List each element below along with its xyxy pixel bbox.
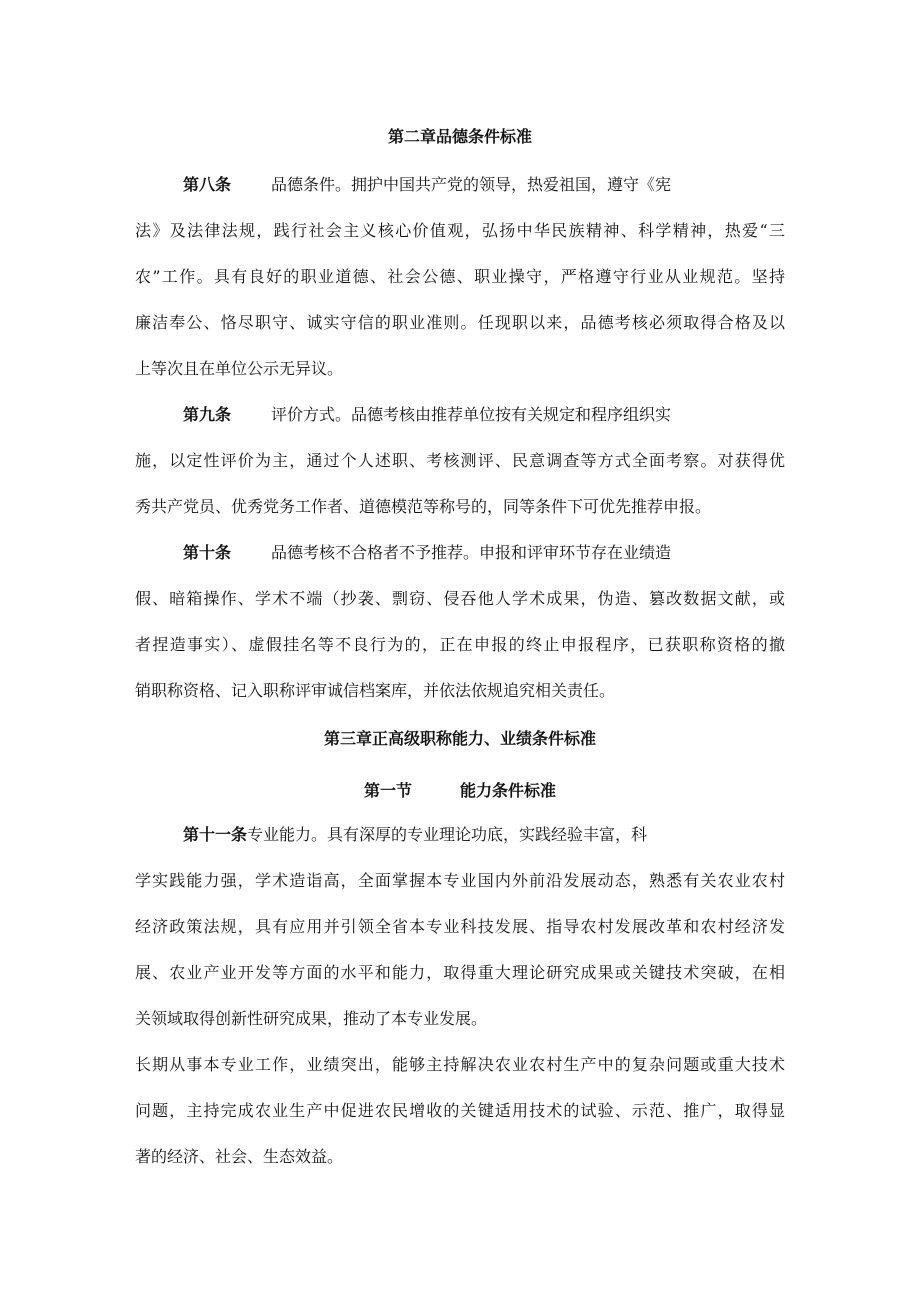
- art9-line: 施，以定性评价为主，通过个人述职、考核测评、民意调查等方式全面考察。对获得优: [135, 451, 785, 470]
- para-b-line: 长期从事本专业工作，业绩突出，能够主持解决农业农村生产中的复杂问题或重大技术: [135, 1055, 785, 1074]
- section1-heading: [0, 780, 920, 802]
- art10-line: 假、暗箱操作、学术不端（抄袭、剽窃、侵吞他人学术成果，伪造、篡改数据文献，或: [135, 589, 785, 608]
- para-b-line: 著的经济、社会、生态效益。: [135, 1147, 344, 1166]
- art9-first-line: [183, 404, 713, 426]
- art8-line: 农”工作。具有良好的职业道德、社会公德、职业操守，严格遵守行业从业规范。坚持: [135, 267, 785, 286]
- art11-label: 第十一条: [183, 825, 248, 844]
- chapter3-title: 第三章正高级职称能力、业绩条件标准: [323, 729, 596, 748]
- section1-label: 第一节: [363, 781, 412, 800]
- art9-first-text: 评价方式。品德考核由推荐单位按有关规定和程序组织实: [271, 405, 672, 424]
- art10-label: 第十条: [183, 543, 232, 562]
- art11-line: 经济政策法规，具有应用并引领全省本专业科技发展、指导农村发展改革和农村经济发: [135, 917, 785, 936]
- art9-label: 第九条: [183, 405, 232, 424]
- art11-line: 学实践能力强，学术造诣高，全面掌握本专业国内外前沿发展动态，熟悉有关农业农村: [135, 871, 785, 890]
- art8-label: 第八条: [183, 175, 232, 194]
- art8-first-line: [183, 174, 713, 196]
- art8-line: 上等次且在单位公示无异议。: [135, 359, 344, 378]
- art8-first-text: 品德条件。拥护中国共产党的领导，热爱祖国，遵守《宪: [271, 175, 672, 194]
- art10-line: 者捏造事实）、虚假挂名等不良行为的，正在申报的终止申报程序，已获职称资格的撤: [135, 635, 785, 654]
- art10-first-line: [183, 542, 713, 564]
- art11-first-line: [183, 824, 713, 846]
- art11-line: 关领域取得创新性研究成果，推动了本专业发展。: [135, 1009, 488, 1028]
- para-b-line: 问题，主持完成农业生产中促进农民增收的关键适用技术的试验、示范、推广，取得显: [135, 1101, 785, 1120]
- art8-line: 法》及法律法规，践行社会主义核心价值观，弘扬中华民族精神、科学精神，热爱“三: [135, 221, 785, 240]
- art11-line: 展、农业产业开发等方面的水平和能力，取得重大理论研究成果或关键技术突破，在相: [135, 963, 785, 982]
- art8-line: 廉洁奉公、恪尽职守、诚实守信的职业准则。任现职以来，品德考核必须取得合格及以: [135, 313, 785, 332]
- art10-line: 销职称资格、记入职称评审诚信档案库，并依法依规追究相关责任。: [135, 681, 616, 700]
- art9-line: 秀共产党员、优秀党务工作者、道德模范等称号的，同等条件下可优先推荐申报。: [135, 497, 712, 516]
- chapter2-title: 第二章品德条件标准: [387, 127, 532, 146]
- art11-first-text: 专业能力。具有深厚的专业理论功底，实践经验丰富，科: [247, 825, 648, 844]
- section1-title: 能力条件标准: [460, 781, 557, 800]
- art10-first-text: 品德考核不合格者不予推荐。申报和评审环节存在业绩造: [271, 543, 672, 562]
